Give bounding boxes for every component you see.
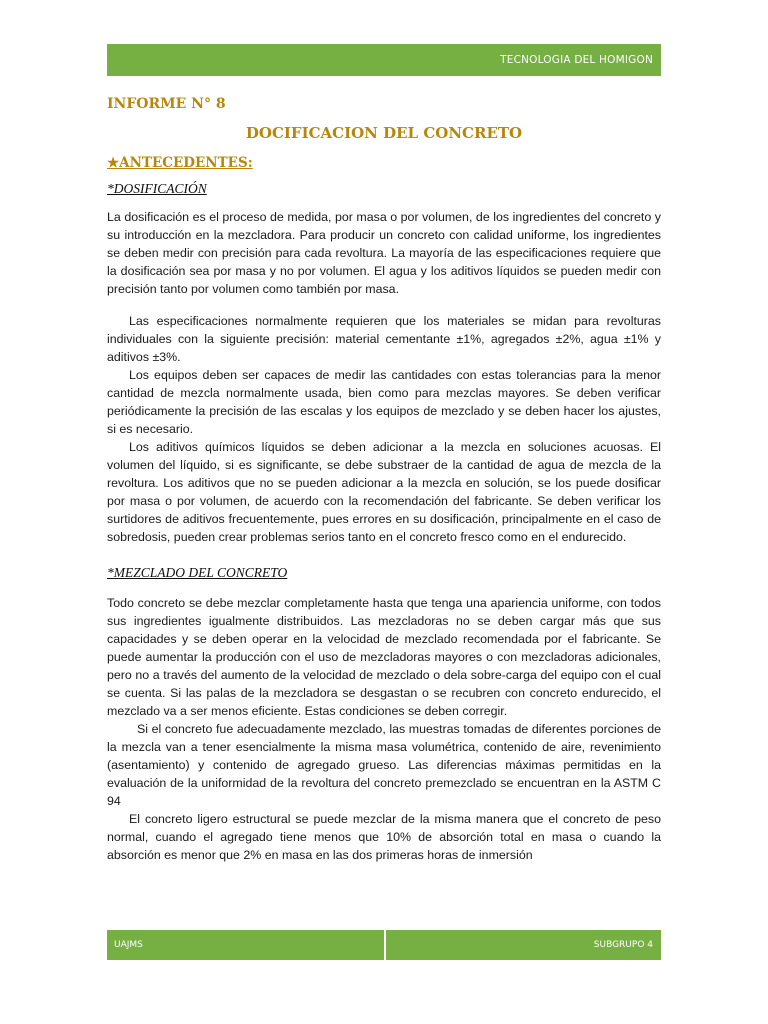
header-bar	[107, 44, 661, 76]
footer-bar	[107, 930, 661, 960]
paragraph: Todo concreto se debe mezclar completamente hasta que tenga una apariencia uniforme, con todos sus ingredientes igualmente distribuidos. Las mezcladoras no se deben cargar más que sus capacidades y se deben operar en la velocidad de mezclado recomendada por el fabricante. Se puede aumentar la producción con el uso de mezcladoras mayores o con mezcladoras adicionales, pero no a través del aumento de la velocidad de mezclado o dela sobre-carga del equipo con el cual se cuenta. Si las palas de la mezcladora se desgastan o se recubren con concreto endurecido, el mezclado va a ser menos eficiente. Estas condiciones se deben corregir.	[107, 596, 661, 718]
footer-right-label: SUBGRUPO 4	[593, 940, 653, 950]
paragraph: Los aditivos químicos líquidos se deben adicionar a la mezcla en soluciones acuosas. El volumen del líquido, si es significante, se debe substraer de la cantidad de agua de mezcla de la revoltura. Los aditivos que no se pueden adicionar a la mezcla en solución, se los puede dosificar por masa o por volumen, de acuerdo con la recomendación del fabricante. Se deben verificar los surtidores de aditivos frecuentemente, pues errores en su dosificación, principalmente en el caso de sobredosis, pueden crear problemas serios tanto en el concreto fresco como en el endurecido.	[107, 440, 661, 544]
paragraph: Las especificaciones normalmente requieren que los materiales se midan para revolturas individuales con la siguiente precisión: material cementante ±1%, agregados ±2%, agua ±1% y aditivos ±3%.	[107, 314, 661, 364]
header-label: TECNOLOGIA DEL HOMIGON	[500, 54, 653, 66]
footer-right	[386, 930, 661, 960]
paragraph: La dosificación es el proceso de medida, por masa o por volumen, de los ingredientes del concreto y su introducción en la mezcladora. Para producir un concreto con calidad uniforme, los ingredientes se deben medir con precisión para cada revoltura. La mayoría de las especificaciones requiere que la dosificación sea por masa y no por volumen. El agua y los aditivos líquidos se pueden medir con precisión tanto por volumen como también por masa.	[107, 210, 661, 296]
paragraph: Los equipos deben ser capaces de medir las cantidades con estas tolerancias para la menor cantidad de mezcla normalmente usada, bien como para mezclas mayores. Se deben verificar periódicamente la precisión de las escalas y los equipos de mezclado y se deben hacer los ajustes, si es necesario.	[107, 368, 661, 436]
section-title-mezclado: *MEZCLADO DEL CONCRETO	[107, 565, 288, 580]
report-number: INFORME N° 8	[107, 96, 226, 112]
document-title: DOCIFICACION DEL CONCRETO	[245, 124, 523, 142]
paragraph: Si el concreto fue adecuadamente mezclado, las muestras tomadas de diferentes porciones de la mezcla van a tener esencialmente la misma masa volumétrica, contenido de aire, revenimiento (asentamiento) y contenido de agregado grueso. Las diferencias máximas permitidas en la evaluación de la uniformidad de la revoltura del concreto premezclado se encuentran en la ASTM C 94	[107, 722, 661, 808]
paragraph: El concreto ligero estructural se puede mezclar de la misma manera que el concreto de peso normal, cuando el agregado tiene menos que 10% de absorción total en masa o cuando la absorción es menor que 2% en masa en las dos primeras horas de inmersión	[107, 812, 661, 862]
footer-left-label: UAJMS	[114, 940, 143, 950]
antecedentes-heading: ★ANTECEDENTES:	[107, 155, 253, 171]
document-body	[107, 92, 661, 864]
footer-left	[107, 930, 384, 960]
section-title-dosificacion: *DOSIFICACIÓN	[107, 181, 207, 196]
